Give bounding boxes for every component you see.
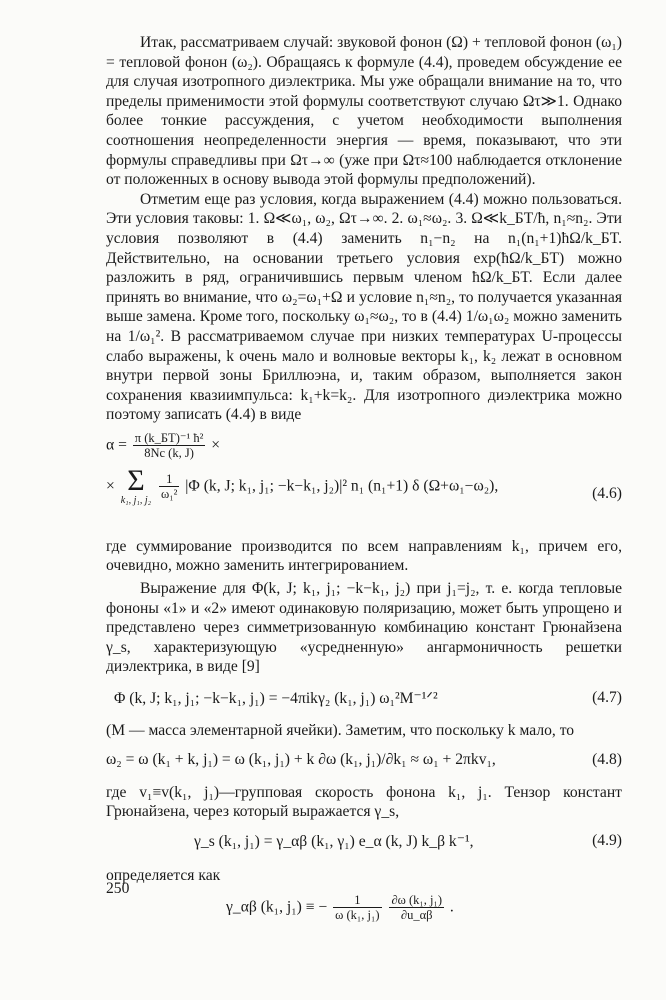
alpha-fraction — [133, 431, 206, 460]
equation-4-8-number: (4.8) — [592, 750, 622, 768]
equation-4-6-body: |Φ (k, J; k₁, j₁; −k−k₁, j₂)|² n₁ (n₁+1) δ (Ω+ω₁−ω₂), — [185, 477, 499, 495]
text-column — [106, 33, 622, 929]
equation-4-6-number: (4.6) — [592, 484, 622, 502]
paragraph-3: где суммирование производится по всем направлениям k₁, причем его, очевидно, можно заменить интегрированием. — [106, 537, 622, 575]
summation-index: k₁, j₁, j₂ — [120, 494, 152, 506]
equation-4-9-number: (4.9) — [592, 831, 622, 849]
equation-4-7 — [106, 689, 622, 713]
equation-4-6-line-1: α = $\frac{\text{π (k\_БT)⁻¹ ħ²}}{8Nc (k, J)}$ × — [106, 430, 221, 460]
gamma-tensor-fraction-2: $\frac{\text{∂ω (k₁, j₁)}}{\partial u\_\alpha\beta}$ — [391, 893, 442, 923]
equation-gamma-tensor: γ_αβ (k₁, j₁) ≡ − $\frac{1}{\text{ω (k₁, j₁)}}$ $\frac{\text{∂ω (k₁, j₁)}}{\partial u\_\alpha\beta}$ . — [226, 893, 454, 923]
paragraph-4: Выражение для Φ(k, J; k₁, j₁; −k−k₁, j₂) при j₁=j₂, т. е. когда тепловые фононы «1» и «2» имеют одинаковую поляризацию, может быть упрощено и представлено через симметризованную комбинацию констант Грюнайзена γ_s, характеризующую «усредненную» ангармоничность решетки диэлектрика, в виде [9] — [106, 580, 622, 676]
equation-4-9-body: γ_s (k₁, j₁) = γ_αβ (k₁, γ₁) e_α (k, J) k_β k⁻¹, — [194, 832, 474, 850]
equation-4-8 — [106, 751, 622, 775]
equation-4-7-body: Φ (k, J; k₁, j₁; −k−k₁, j₁) = −4πikγ₂ (k₁, j₁) ω₁²M⁻¹ᐟ² — [114, 690, 438, 708]
equation-4-6-line-2: × Σ k₁, j₁, j₂ $\frac{1}{\text{ω₁²}}$ |Φ (k, J; k₁, j₁; −k−k₁, j₂)|² n₁ (n₁+1) δ (Ω+ω₁−ω₂), (4.6) — [106, 463, 622, 506]
paragraph-7: определяется как — [106, 866, 221, 884]
gamma-tensor-fraction-1: $\frac{1}{\text{ω (k₁, j₁)}}$ — [335, 893, 380, 923]
page-number: 250 — [106, 880, 130, 897]
equation-4-8-body: ω₂ = ω (k₁ + k, j₁) = ω (k₁, j₁) + k ∂ω (k₁, j₁)/∂k₁ ≈ ω₁ + 2πkv₁, — [106, 750, 496, 768]
gamma-tensor-lhs: γ_αβ (k₁, j₁) ≡ − — [226, 898, 328, 916]
sum-fraction: $\frac{1}{\text{ω₁²}}$ — [161, 471, 178, 501]
alpha-denominator: 8Nc (k, J) — [144, 445, 194, 460]
summation — [120, 463, 152, 506]
equation-4-9 — [106, 832, 622, 856]
equation-4-7-number: (4.7) — [592, 689, 622, 707]
paragraph-6: где v₁≡v(k₁, j₁)—групповая скорость фонона k₁, j₁. Тензор констант Грюнайзена, через который выражается γ_s, — [106, 783, 622, 821]
alpha-numerator: π (k_БT)⁻¹ ħ² — [134, 430, 204, 445]
sigma-symbol: Σ — [127, 463, 145, 497]
paragraph-2: Отметим еще раз условия, когда выражением (4.4) можно пользоваться. Эти условия таковы: 1. Ω≪ω₁, ω₂, Ωτ→∞. 2. ω₁≈ω₂. 3. Ω≪k_БT/ħ, n₁≈n₂. Эти условия позволяют в (4.4) заменить n₁−n₂ на n₁(n₁+1)ħΩ/k_БT. Действительно, на основании третьего условия exp(ħΩ/k_БT) можно разложить в ряд, ограничившись первым членом ħΩ/k_БT. Если далее принять во внимание, что ω₂=ω₁+Ω и условие n₁≈n₂, то получается указанная выше замена. Кроме того, поскольку ω₁≈ω₂, то в (4.4) 1/ω₁ω₂ можно заменить на 1/ω₁². В рассматриваемом случае при низких температурах U-процессы слабо выражены, k очень мало и волновые векторы k₁, k₂ лежат в основном внутри первой зоны Бриллюэна, и, таким образом, выполняется закон сохранения квазиимпульса: k₁+k=k₂. Для изотропного диэлектрика можно поэтому записать (4.4) в виде — [106, 190, 622, 424]
paragraph-1: Итак, рассматриваем случай: звуковой фонон (Ω) + тепловой фонон (ω₁) = тепловой фонон (ω₂). Обращаясь к формуле (4.4), проведем обсуждение ее для случая изотропного диэлектрика. Мы уже обращали внимание на то, что пределы применимости этой формулы соответствуют случаю Ωτ≫1. Однако более тонкие рассуждения, с учетом необходимости выполнения соотношения неопределенности энергия — время, показывают, что эти формулы справедливы при Ωτ→∞ (уже при Ωτ≈100 наблюдается отклонение от положенных в основу вывода этой формулы предположений). — [106, 34, 622, 189]
paragraph-5: (M — масса элементарной ячейки). Заметим, что поскольку k мало, то — [106, 722, 575, 740]
